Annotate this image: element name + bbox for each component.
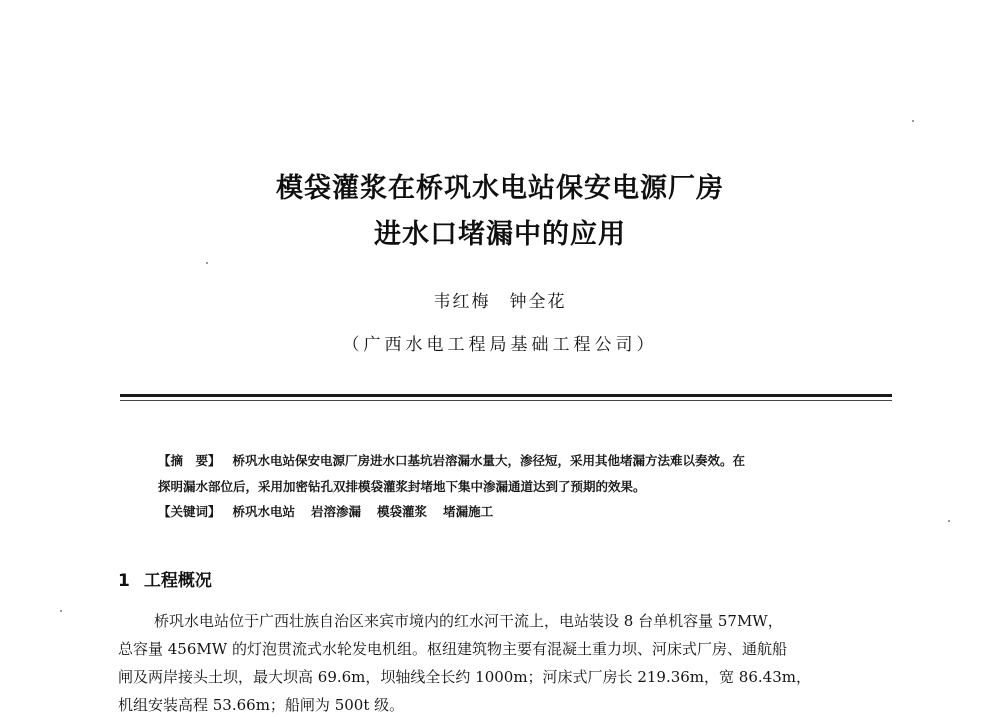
header-rule-thick [120, 394, 892, 397]
body-line-3: 闸及两岸接头土坝，最大坝高 69.6m，坝轴线全长约 1000m；河床式厂房长 219.36m，宽 86.43m， [118, 668, 811, 686]
body-line-1: 桥巩水电站位于广西壮族自治区来宾市境内的红水河干流上，电站装设 8 台单机容量 57MW， [154, 612, 783, 630]
paper-title-line-1: 模袋灌浆在桥巩水电站保安电源厂房 [276, 173, 724, 204]
scan-speck [206, 262, 208, 264]
body-line-2: 总容量 456MW 的灯泡贯流式水轮发电机组。枢纽建筑物主要有混凝土重力坝、河床式厂房、通航船 [118, 640, 787, 658]
section-number: 1 [118, 571, 130, 591]
paper-title-line-2: 进水口堵漏中的应用 [374, 219, 626, 250]
abstract-line-1 [158, 451, 878, 469]
authors: 韦红梅 钟全花 [433, 292, 567, 312]
scan-speck [948, 520, 950, 522]
scan-speck [912, 120, 914, 122]
keyword: 岩溶渗漏 [311, 504, 362, 519]
section-title: 工程概况 [143, 571, 212, 591]
body-line-4: 机组安装高程 53.66m；船闸为 500t 级。 [118, 696, 405, 714]
keywords-line [158, 502, 878, 520]
scan-speck [60, 610, 62, 612]
section-heading [118, 566, 212, 591]
keyword: 堵漏施工 [443, 504, 494, 519]
header-rule-thin [120, 400, 892, 401]
keyword: 桥巩水电站 [232, 504, 296, 519]
abstract-line-2: 探明漏水部位后，采用加密钻孔双排模袋灌浆封堵地下集中渗漏通道达到了预期的效果。 [158, 479, 646, 494]
abstract-text-1: 桥巩水电站保安电源厂房进水口基坑岩溶漏水量大，渗径短，采用其他堵漏方法难以奏效。在 [232, 453, 746, 468]
keyword: 模袋灌浆 [377, 504, 428, 519]
abstract-label: 【摘 要】 [158, 453, 221, 468]
affiliation: （广西水电工程局基础工程公司） [342, 335, 658, 355]
keywords-label: 【关键词】 [158, 504, 221, 519]
